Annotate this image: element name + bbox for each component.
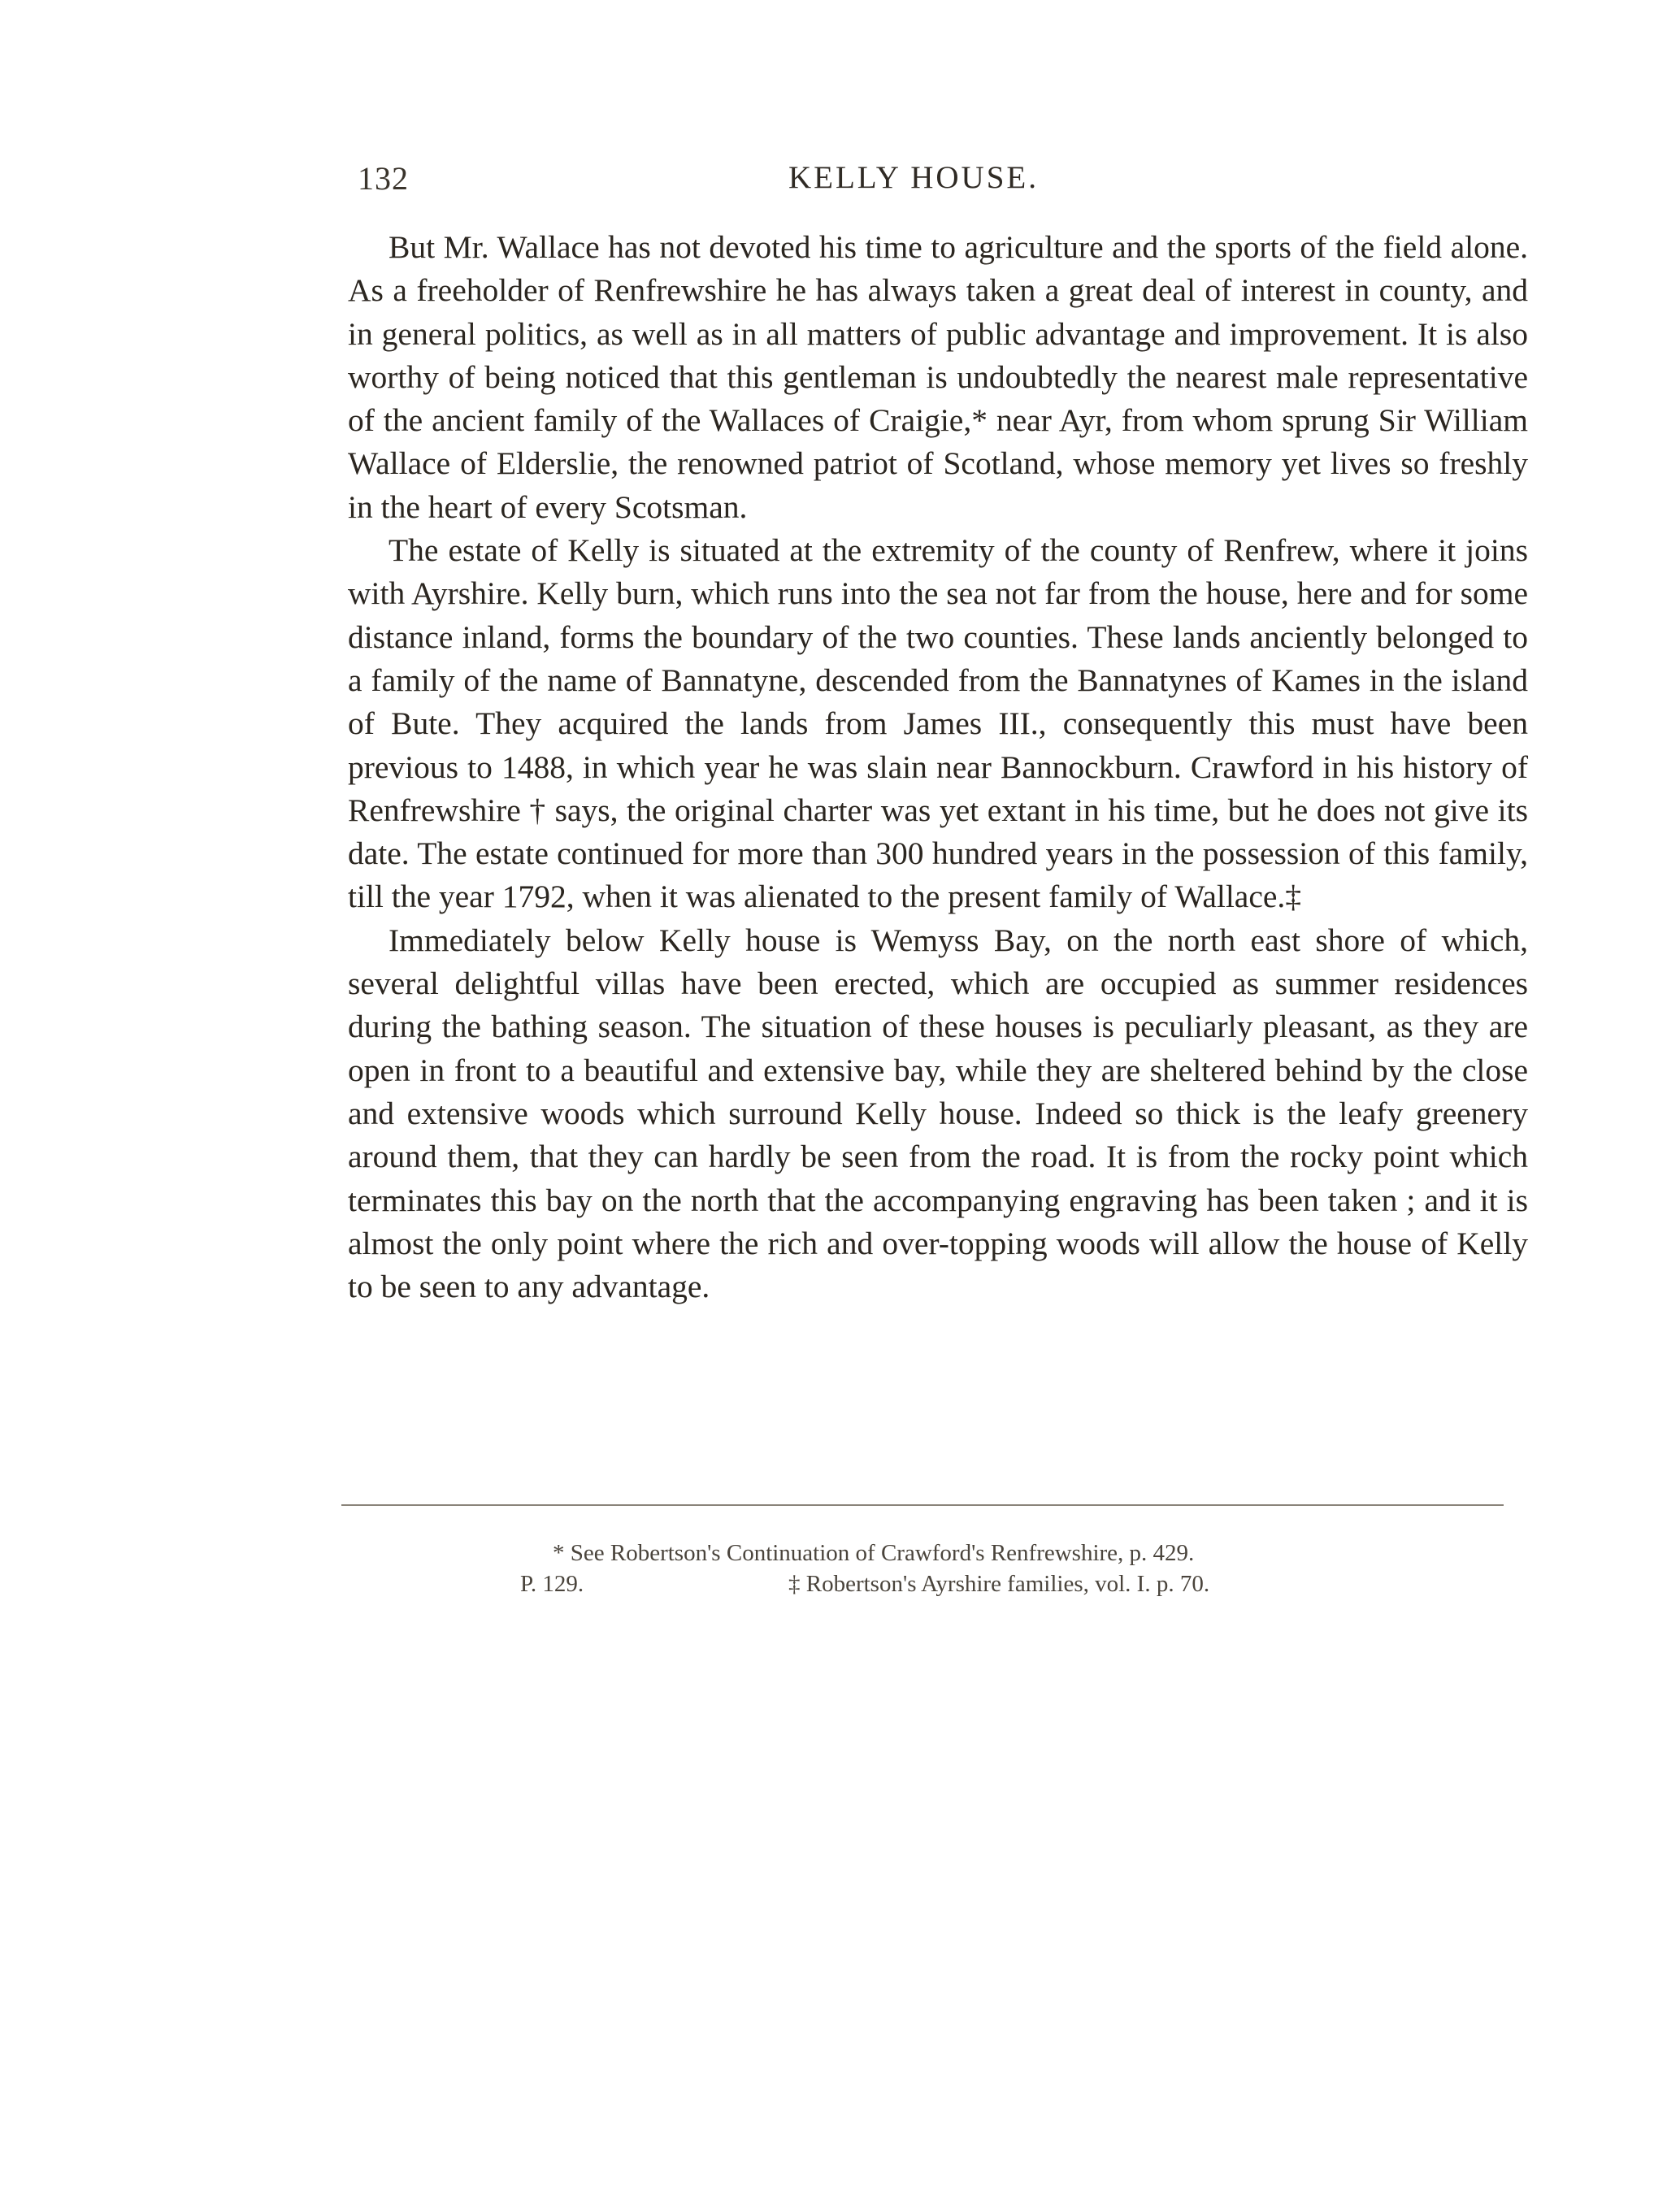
footnote-double-dagger: ‡ Robertson's Ayrshire families, vol. I. p. 70. — [788, 1571, 1210, 1597]
footnote-star: * See Robertson's Continuation of Crawford's Renfrewshire, p. 429. — [553, 1540, 1195, 1566]
body-text — [348, 226, 1528, 1308]
page-header — [358, 159, 1528, 200]
footnote-rule — [341, 1504, 1504, 1506]
footnote-dagger: P. 129. — [520, 1571, 584, 1597]
running-title: KELLY HOUSE. — [788, 160, 1039, 195]
footnotes — [520, 1538, 1333, 1599]
page-number: 132 — [358, 160, 409, 197]
paragraph-estate: The estate of Kelly is situated at the extremity of the county of Renfrew, where it joins with Ayrshire. Kelly burn, which runs into the sea not far from the house, here and for some distance inland, forms the boundary of the two counties. These lands anciently belonged to a family of the name of Bannatyne, descended from the Bannatynes of Kames in the island of Bute. They acquired the lands from James III., consequently this must have been previous to 1488, in which year he was slain near Bannockburn. Crawford in his history of Renfrewshire † says, the original charter was yet extant in his time, but he does not give its date. The estate continued for more than 300 hundred years in the possession of this family, till the year 1792, when it was alienated to the present family of Wallace.‡ — [348, 532, 1528, 915]
paragraph-wallace: But Mr. Wallace has not devoted his time to agriculture and the sports of the field alone. As a freeholder of Renfrewshire he has always taken a great deal of interest in county, and in general politics, as well as in all matters of public advantage and improvement. It is also worthy of being noticed that this gentleman is undoubtedly the nearest male representative of the ancient family of the Wallaces of Craigie,* near Ayr, from whom sprung Sir William Wallace of Elderslie, the renowned patriot of Scotland, whose memory yet lives so freshly in the heart of every Scotsman. — [348, 229, 1528, 525]
footnote-row-2 — [520, 1568, 1333, 1599]
footnote-row-1 — [520, 1538, 1333, 1568]
paragraph-wemyss-bay: Immediately below Kelly house is Wemyss Bay, on the north east shore of which, several delightful villas have been erected, which are occupied as summer residences during the bathing season. The situation of these houses is peculiarly pleasant, as they are open in front to a beautiful and extensive bay, while they are sheltered behind by the close and extensive woods which surround Kelly house. Indeed so thick is the leafy greenery around them, that they can hardly be seen from the road. It is from the rocky point which terminates this bay on the north that the accompanying engraving has been taken ; and it is almost the only point where the rich and over-topping woods will allow the house of Kelly to be seen to any advantage. — [348, 922, 1528, 1305]
